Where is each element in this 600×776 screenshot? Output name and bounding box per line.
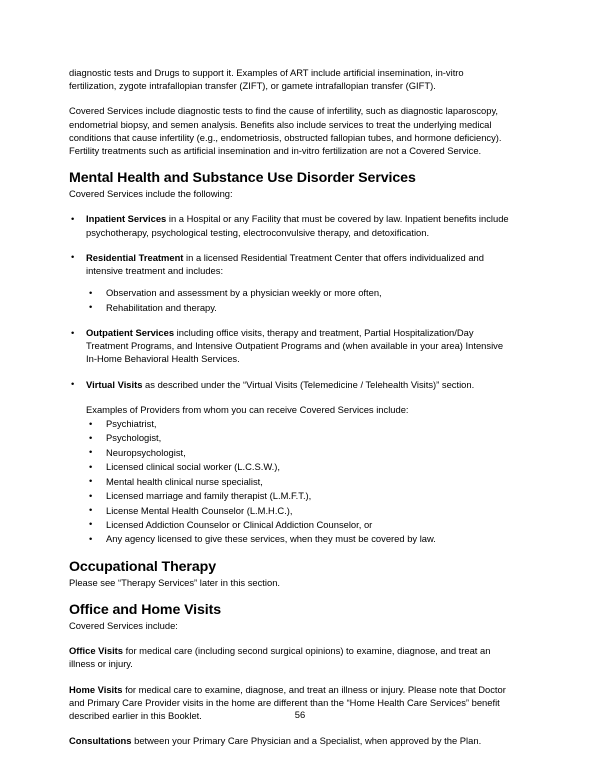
list-item: • Any agency licensed to give these services, when they must be covered by law. bbox=[86, 532, 513, 545]
text-office-visits: for medical care (including second surgical opinions) to examine, diagnose, and treat an illness or injury. bbox=[69, 645, 491, 670]
text-virtual-visits: as described under the “Virtual Visits (Telemedicine / Telehealth Visits)” section. bbox=[142, 378, 475, 390]
list-item: • Psychologist, bbox=[86, 431, 513, 444]
term-virtual-visits: Virtual Visits bbox=[86, 378, 143, 390]
mental-health-services-list bbox=[69, 212, 513, 545]
heading-office-and-home-visits: Office and Home Visits bbox=[69, 601, 222, 618]
list-item-outpatient-services bbox=[69, 326, 513, 366]
list-item: • Licensed Addiction Counselor or Clinical Addiction Counselor, or bbox=[86, 518, 513, 531]
list-item: • License Mental Health Counselor (L.M.H.C.), bbox=[86, 504, 513, 517]
page-content bbox=[69, 66, 513, 759]
list-item-residential-treatment bbox=[69, 251, 513, 314]
list-item: • Neuropsychologist, bbox=[86, 446, 513, 459]
term-residential-treatment: Residential Treatment bbox=[86, 251, 184, 263]
paragraph-office-visits bbox=[69, 644, 513, 670]
term-consultations: Consultations bbox=[69, 735, 132, 747]
providers-block bbox=[86, 403, 513, 546]
list-item-inpatient-services bbox=[69, 212, 513, 238]
text-home-visits: for medical care to examine, diagnose, and treat an illness or injury. Please note that Doctor and Primary Care Provider visits in the home are different than the “Home Health Care Services” benefit described earlier in this Booklet. bbox=[69, 683, 506, 721]
providers-list bbox=[86, 417, 513, 546]
text-outpatient-services: including office visits, therapy and treatment, Partial Hospitalization/Day Treatment Programs, and Intensive Outpatient Programs and (when available in your area) Intensive In-Home Behavioral Health Services. bbox=[86, 327, 504, 365]
term-inpatient-services: Inpatient Services bbox=[86, 213, 167, 225]
term-office-visits: Office Visits bbox=[69, 645, 124, 657]
paragraph-occupational-therapy: Please see “Therapy Services” later in this section. bbox=[69, 576, 281, 588]
paragraph-consultations bbox=[69, 734, 513, 747]
heading-mental-health-substance-use: Mental Health and Substance Use Disorder Services bbox=[69, 170, 416, 187]
term-home-visits: Home Visits bbox=[69, 683, 123, 695]
paragraph-art-definition: diagnostic tests and Drugs to support it. Examples of ART include artificial insemination, in-vitro fertilization, zygote intrafallopian transfer (ZIFT), or gamete intrafallopian transfer (GIFT). bbox=[69, 67, 464, 92]
list-item: • Rehabilitation and therapy. bbox=[86, 301, 513, 314]
list-item: • Licensed marriage and family therapist (L.M.F.T.), bbox=[86, 489, 513, 502]
paragraph-infertility-coverage: Covered Services include diagnostic tests to find the cause of infertility, such as diagnostic laparoscopy, endometrial biopsy, and semen analysis. Benefits also include services to treat the underlying medical conditions that cause infertility (e.g., endometriosis, obstructed fallopian tubes, and hormone deficiency). Fertility treatments such as artificial insemination and in-vitro fertilization are not a Covered Service. bbox=[69, 105, 502, 157]
text-residential-treatment: in a licensed Residential Treatment Center that offers individualized and intensive treatment and includes: bbox=[86, 251, 484, 277]
residential-treatment-sub-list bbox=[86, 286, 513, 314]
list-item: • Observation and assessment by a physician weekly or more often, bbox=[86, 286, 513, 299]
text-consultations: between your Primary Care Physician and a Specialist, when approved by the Plan. bbox=[131, 735, 482, 747]
text-inpatient-services: in a Hospital or any Facility that must be covered by law. Inpatient benefits include psychotherapy, psychological testing, electroconvulsive therapy, and detoxification. bbox=[86, 213, 509, 238]
list-item: • Mental health clinical nurse specialist, bbox=[86, 475, 513, 488]
term-outpatient-services: Outpatient Services bbox=[86, 327, 175, 339]
paragraph-mental-health-lead-in: Covered Services include the following: bbox=[69, 188, 233, 200]
list-item: • Psychiatrist, bbox=[86, 417, 513, 430]
paragraph-office-home-lead-in: Covered Services include: bbox=[69, 619, 178, 631]
page-number: 56 bbox=[294, 709, 306, 720]
heading-occupational-therapy: Occupational Therapy bbox=[69, 558, 217, 575]
text-providers-lead-in: Examples of Providers from whom you can receive Covered Services include: bbox=[86, 403, 409, 415]
list-item-virtual-visits bbox=[69, 378, 513, 546]
list-item: • Licensed clinical social worker (L.C.S.W.), bbox=[86, 460, 513, 473]
